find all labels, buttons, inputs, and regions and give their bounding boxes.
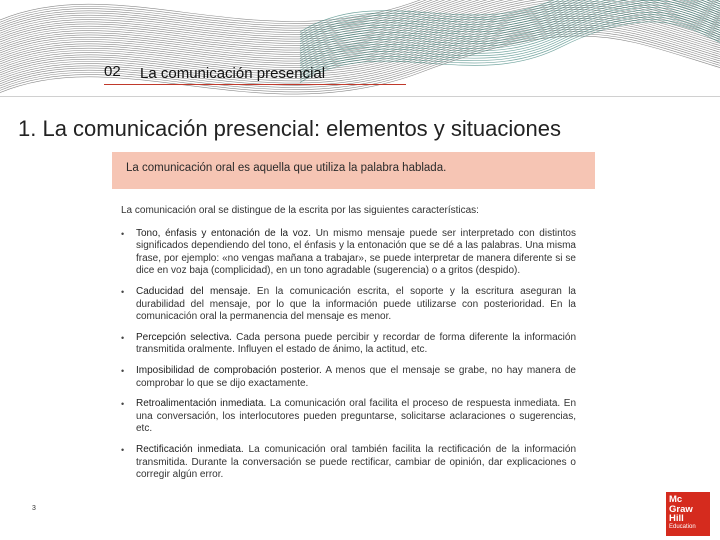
item-text: La comunicación oral también facilita la rectificación de la información transmitida. Durante la conversación se puede rectificar, cambiar de opinión, dar explicaciones o corregir algún error.: [136, 443, 577, 481]
list-item: [121, 398, 576, 436]
callout-text: La comunicación oral es aquella que utiliza la palabra hablada.: [126, 162, 447, 174]
item-term: Retroalimentación inmediata.: [136, 398, 267, 410]
page-heading: 1. La comunicación presencial: elementos y situaciones: [18, 116, 561, 141]
item-text: A menos que el mensaje se grabe, no hay manera de comprobar lo que se dijo exactamente.: [136, 364, 576, 389]
item-text: En la comunicación escrita, el soporte y la escritura aseguran la durabilidad del mensaje, por lo que la información puede utilizarse con posterioridad. En la comunicación oral la permanencia del mensaje es menor.: [136, 285, 576, 323]
item-term: Imposibilidad de comprobación posterior.: [136, 364, 322, 376]
bullet-icon: •: [121, 365, 125, 376]
chapter-header: [104, 62, 406, 85]
list-item: [121, 332, 576, 357]
list-item: [121, 444, 576, 482]
definition-callout: [112, 152, 595, 189]
bullet-icon: •: [121, 228, 125, 239]
item-term: Percepción selectiva.: [136, 331, 232, 343]
bullet-icon: •: [121, 399, 125, 410]
item-term: Caducidad del mensaje.: [136, 285, 251, 297]
list-item: [121, 228, 576, 278]
characteristics-list: [121, 228, 576, 482]
chapter-title: La comunicación presencial: [140, 65, 326, 82]
publisher-logo: Mc Graw Hill Education: [666, 492, 710, 536]
chapter-number: 02: [104, 63, 121, 80]
bullet-icon: •: [121, 332, 125, 343]
header-divider: [0, 96, 720, 97]
item-term: Rectificación inmediata.: [136, 443, 244, 455]
item-text: Cada persona puede percibir y recordar de forma diferente la información transmitida oralmente. Influyen el estado de ánimo, la actitud, etc.: [136, 331, 577, 356]
intro-text: La comunicación oral se distingue de la escrita por las siguientes características:: [121, 205, 479, 216]
list-item: [121, 365, 576, 390]
bullet-icon: •: [121, 286, 125, 297]
list-item: [121, 286, 576, 324]
page-number: 3: [32, 505, 36, 512]
main-content: [121, 205, 576, 490]
item-text: Un mismo mensaje puede ser interpretado con distintos significados dependiendo del tono, el énfasis y la entonación que se dé a las palabras. Una misma frase, por ejemplo: «no vengas mañana a trabajar», se puede interpretar de manera diferente si se dice en voz baja (complicidad), en un tono agradable (sugerencia) o a gritos (despido).: [136, 227, 576, 277]
item-text: La comunicación oral facilita el proceso de respuesta inmediata. En una conversación, los interlocutores pueden preguntarse, solicitarse aclaraciones o sugerencias, etc.: [136, 398, 577, 435]
bullet-icon: •: [121, 444, 125, 455]
item-term: Tono, énfasis y entonación de la voz.: [136, 227, 312, 239]
decorative-wave-pattern: [0, 0, 720, 100]
